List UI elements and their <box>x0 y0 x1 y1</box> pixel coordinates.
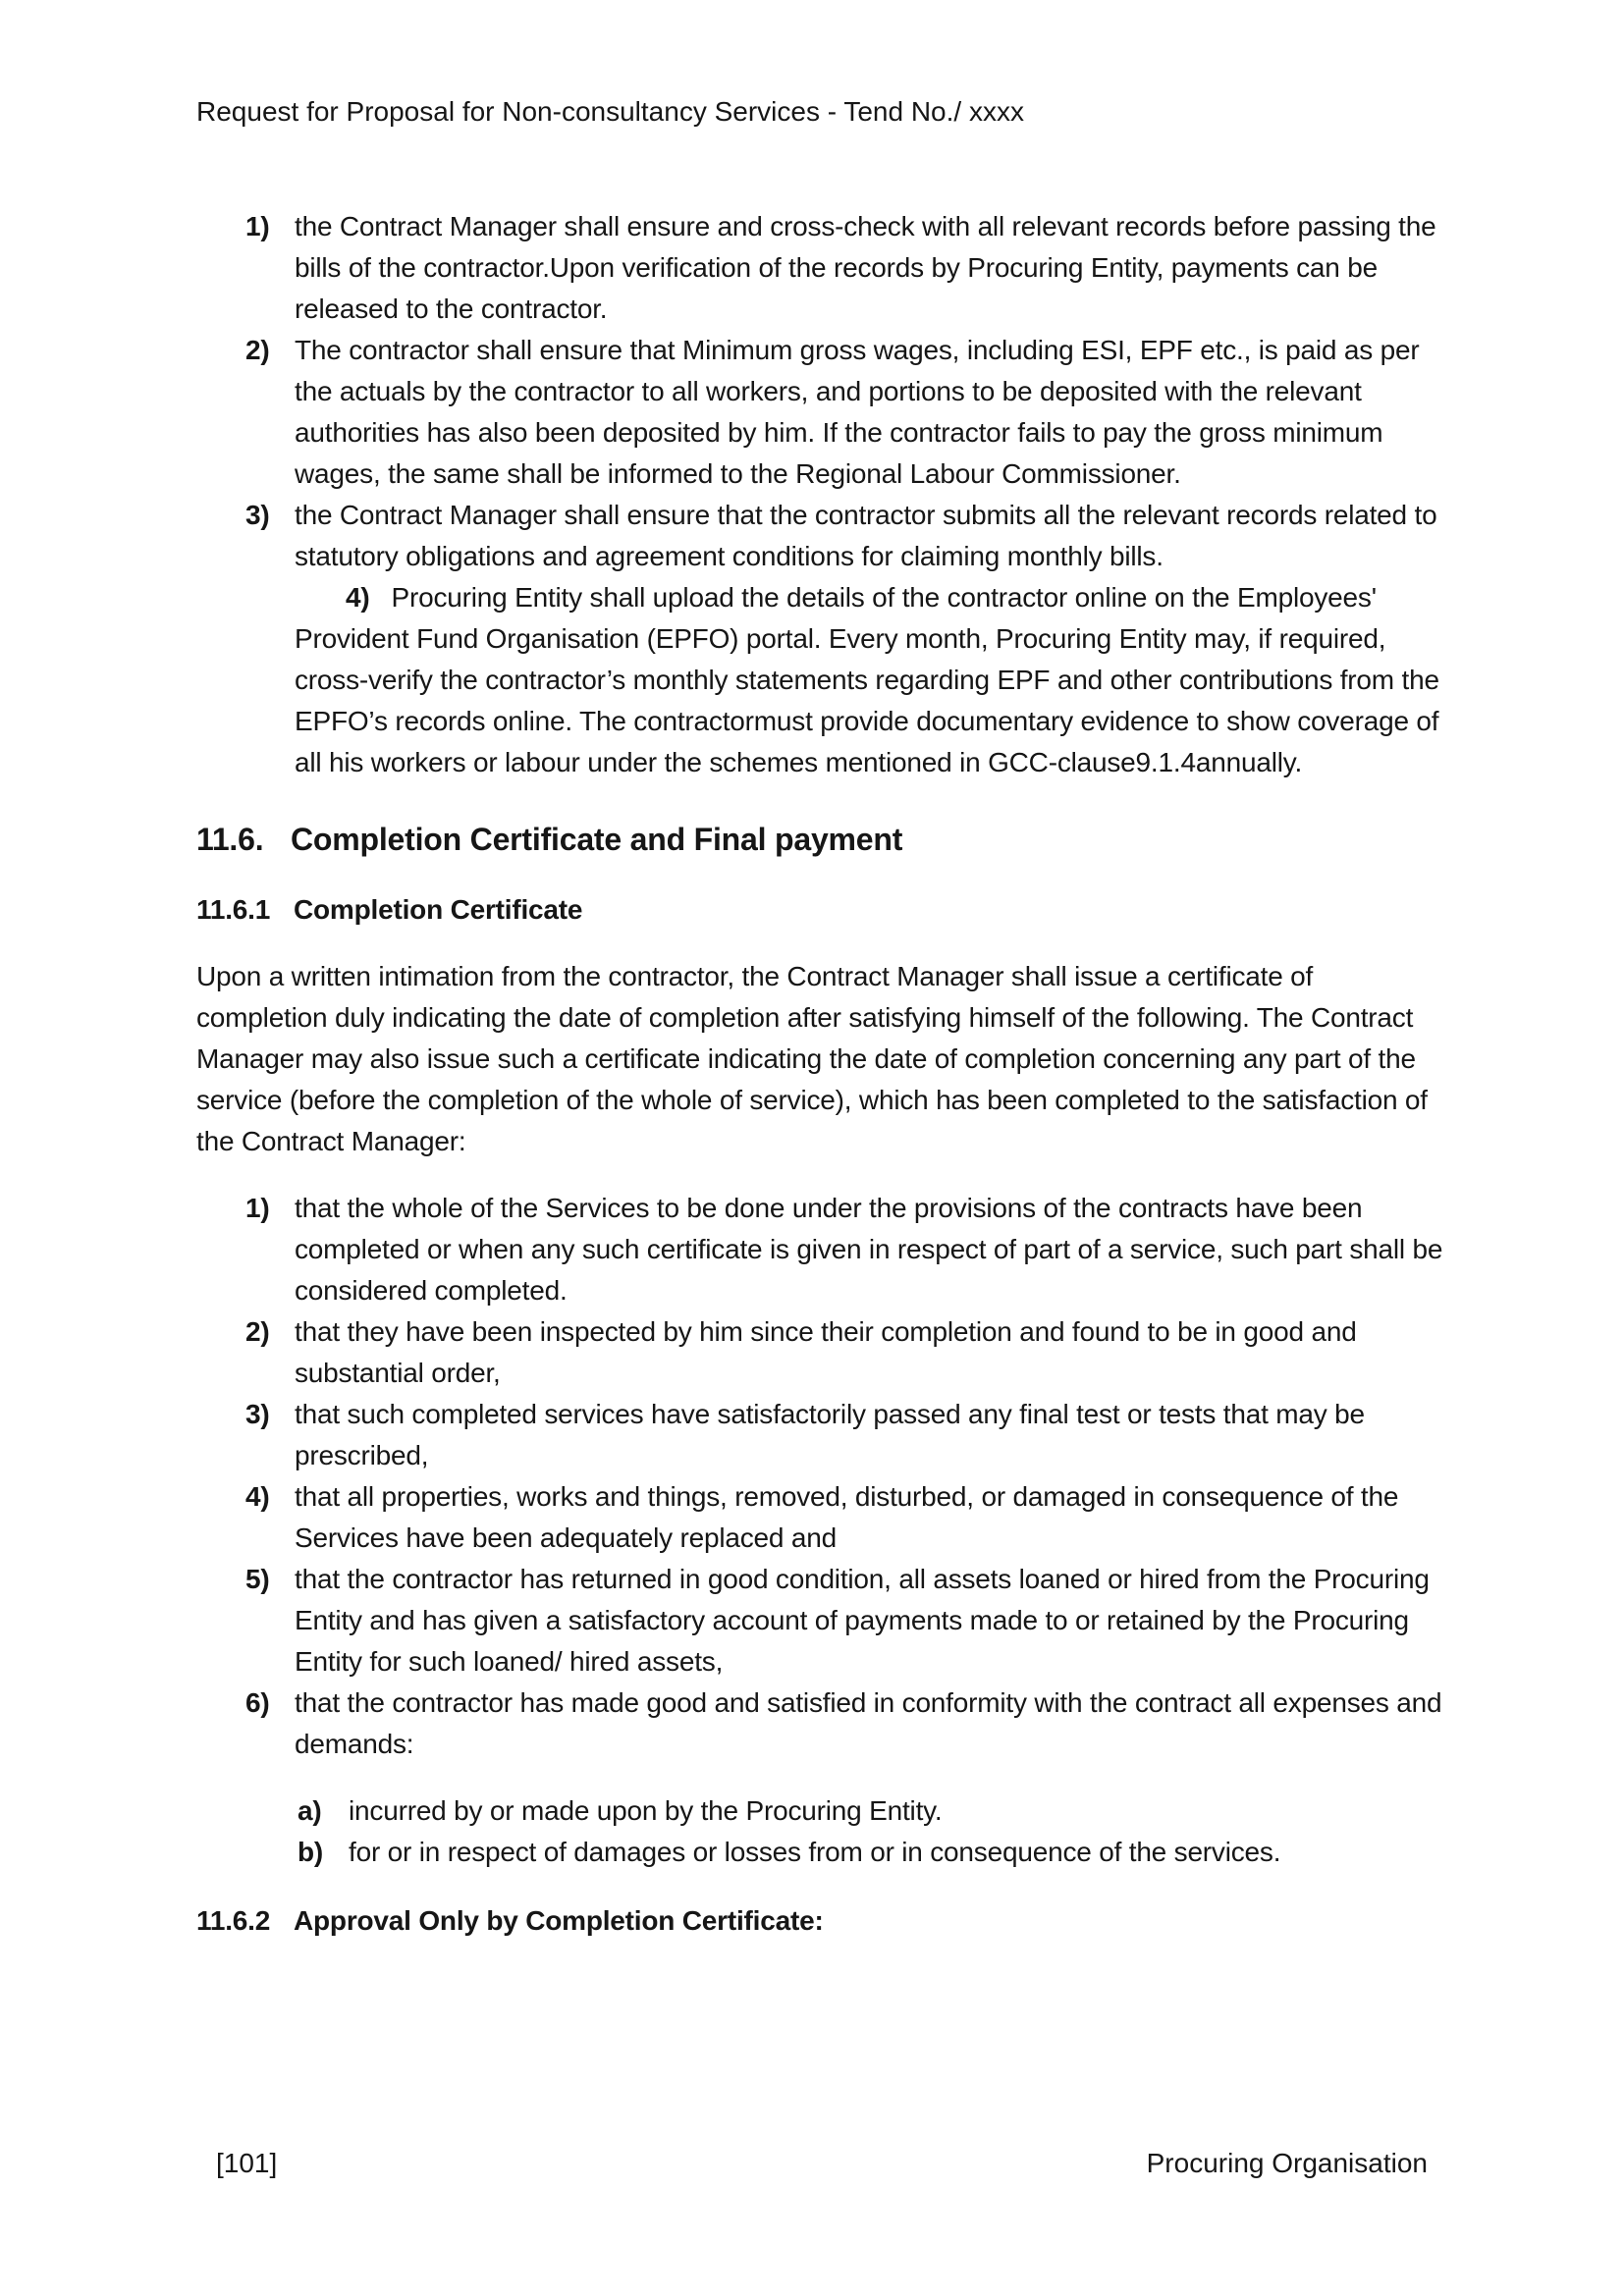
completion-list-item-1 <box>245 1188 1447 1311</box>
header-title: Request for Proposal for Non-consultancy Services - Tend No./ xxxx <box>196 96 1024 127</box>
heading-title: Completion Certificate <box>294 894 583 925</box>
list-item-text: that the whole of the Services to be done under the provisions of the contracts have been completed or when any such certificate is given in respect of part of a service, such part shall be considered completed. <box>295 1193 1443 1306</box>
page-header <box>196 94 1447 130</box>
sub-list-item-a <box>298 1790 1447 1832</box>
list-marker: 5) <box>245 1564 270 1594</box>
payment-list-item-4 <box>295 577 1447 783</box>
list-item-text: The contractor shall ensure that Minimum gross wages, including ESI, EPF etc., is paid as per the actuals by the contractor to all workers, and portions to be deposited with the relevant authorities has also been deposited by him. If the contractor fails to pay the gross minimum wages, the same shall be informed to the Regional Labour Commissioner. <box>295 335 1420 489</box>
list-item-text: that the contractor has made good and satisfied in conformity with the contract all expenses and demands: <box>295 1687 1442 1759</box>
list-marker: 3) <box>245 1399 270 1429</box>
list-item-text: incurred by or made upon by the Procuring Entity. <box>349 1795 943 1826</box>
list-item-text: the Contract Manager shall ensure that the contractor submits all the relevant records related to statutory obligations and agreement conditions for claiming monthly bills. <box>295 500 1437 571</box>
intro-paragraph: Upon a written intimation from the contractor, the Contract Manager shall issue a certificate of completion duly indicating the date of completion after satisfying himself of the following. The Contract Manager may also issue such a certificate indicating the date of completion concerning any part of the service (before the completion of the whole of service), which has been completed to the satisfaction of the Contract Manager: <box>196 961 1428 1156</box>
list-item-text: the Contract Manager shall ensure and cross-check with all relevant records before passing the bills of the contractor.Upon verification of the records by Procuring Entity, payments can be released to the contractor. <box>295 211 1436 324</box>
section-heading-11-6 <box>196 817 1447 862</box>
footer-page-number: [101] <box>216 2148 278 2178</box>
list-marker: 2) <box>245 1316 270 1347</box>
list-item-text: that they have been inspected by him since their completion and found to be in good and substantial order, <box>295 1316 1357 1388</box>
list-item-text: that the contractor has returned in good condition, all assets loaned or hired from the Procuring Entity and has given a satisfactory account of payments made to or retained by the Procuring Entity for such loaned/ hired assets, <box>295 1564 1430 1677</box>
payment-list-item-2 <box>245 330 1447 495</box>
completion-list-item-2 <box>245 1311 1447 1394</box>
completion-list-item-3 <box>245 1394 1447 1476</box>
list-marker: 4) <box>245 1481 270 1512</box>
document-content <box>196 206 1447 1967</box>
list-item-text: that all properties, works and things, removed, disturbed, or damaged in consequence of the Services have been adequately replaced and <box>295 1481 1399 1553</box>
completion-list-item-4 <box>245 1476 1447 1559</box>
payment-list-item-3 <box>245 495 1447 577</box>
heading-number: 11.6.1 <box>196 894 271 925</box>
sub-list <box>298 1790 1447 1873</box>
list-item-text: that such completed services have satisfactorily passed any final test or tests that may be prescribed, <box>295 1399 1365 1470</box>
list-marker: 2) <box>245 335 270 365</box>
list-item-text: Procuring Entity shall upload the details of the contractor online on the Employees' Provident Fund Organisation (EPFO) portal. Every month, Procuring Entity may, if required, cross-verify the contractor’s monthly statements regarding EPF and other contributions from the EPFO’s records online. The contractormust provide documentary evidence to show coverage of all his workers or labour under the schemes mentioned in GCC-clause9.1.4annually. <box>295 582 1439 777</box>
completion-list-item-5 <box>245 1559 1447 1682</box>
list-marker: b) <box>298 1837 324 1867</box>
list-marker: 4) <box>346 582 370 613</box>
completion-list-item-6 <box>245 1682 1447 1765</box>
list-marker: 3) <box>245 500 270 530</box>
list-marker: a) <box>298 1795 322 1826</box>
list-marker: 1) <box>245 1193 270 1223</box>
heading-title: Completion Certificate and Final payment <box>291 822 903 857</box>
payment-list-item-1 <box>245 206 1447 330</box>
list-marker: 1) <box>245 211 270 241</box>
list-item-text: for or in respect of damages or losses from or in consequence of the services. <box>349 1837 1281 1867</box>
page-footer <box>216 2146 1428 2181</box>
footer-organisation: Procuring Organisation <box>1146 2148 1428 2178</box>
list-marker: 6) <box>245 1687 270 1718</box>
heading-number: 11.6. <box>196 822 264 857</box>
sub-list-item-b <box>298 1832 1447 1873</box>
heading-number: 11.6.2 <box>196 1905 271 1936</box>
subsection-heading-11-6-2 <box>196 1900 1447 1942</box>
subsection-heading-11-6-1 <box>196 889 1447 931</box>
heading-title: Approval Only by Completion Certificate: <box>294 1905 824 1936</box>
